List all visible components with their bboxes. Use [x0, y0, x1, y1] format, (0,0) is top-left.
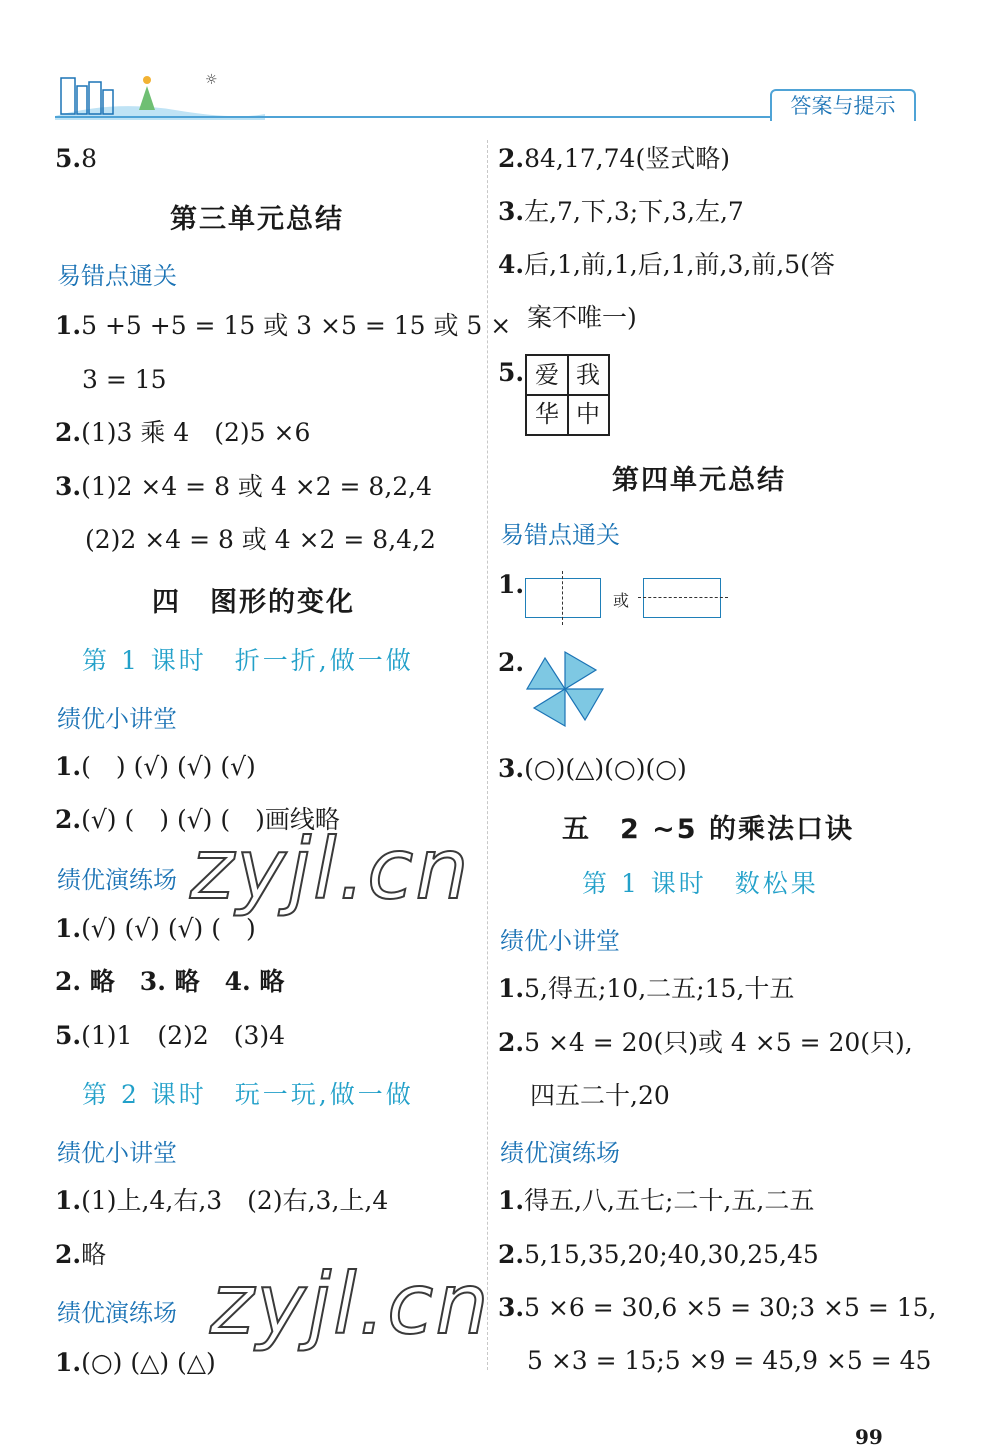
answer-text: 5,15,35,20;40,30,25,45 — [524, 1240, 819, 1269]
answer-text: ( ) (√) (√) (√) — [81, 752, 256, 781]
unit-summary-title: 第三单元总结 — [170, 204, 344, 235]
watermark: zyjl.cn — [190, 820, 471, 918]
item-number: 1. — [498, 570, 525, 599]
item-number: 2. — [55, 1240, 82, 1269]
answer-text: (1)上,4,右,3 (2)右,3,上,4 — [81, 1186, 389, 1215]
answer-text: 5,得五;10,二五;15,十五 — [524, 974, 795, 1003]
section-heading: 绩优小讲堂 — [57, 1139, 177, 1167]
pinwheel-figure — [524, 650, 606, 728]
answer-text: 5 ×4 = 20(只)或 4 ×5 = 20(只), — [524, 1028, 913, 1057]
item-number: 5. — [55, 144, 82, 173]
grid-cell: 我 — [576, 361, 600, 389]
item-number: 5. — [55, 1021, 82, 1050]
unit-summary-title: 第四单元总结 — [612, 465, 786, 496]
item-number: 2. — [498, 1240, 525, 1269]
grid-cell: 中 — [576, 400, 600, 428]
unit-title: 五 2 ~5 的乘法口诀 — [562, 814, 854, 845]
lesson-title: 第 2 课时 玩一玩,做一做 — [82, 1080, 414, 1109]
answer-line — [55, 418, 310, 448]
unit-title: 四 图形的变化 — [152, 587, 355, 618]
section-heading: 易错点通关 — [57, 262, 177, 290]
item-number: 1. — [55, 311, 82, 340]
header-tag: 答案与提示 — [770, 89, 916, 121]
section-heading: 绩优演练场 — [500, 1139, 620, 1167]
item-number: 2. — [55, 805, 82, 834]
item-number: 1. — [55, 752, 82, 781]
grid-cell: 爱 — [535, 361, 559, 389]
answer-line — [55, 1186, 388, 1216]
header-city-decoration — [55, 70, 265, 120]
answer-text: 8 — [81, 144, 98, 173]
answer-line — [498, 250, 835, 280]
svg-text:☼: ☼ — [205, 72, 218, 88]
watermark: zyjl.cn — [210, 1255, 491, 1353]
answer-line — [498, 1240, 819, 1270]
item-number: 4. — [498, 250, 525, 279]
answer-text: 84,17,74(竖式略) — [524, 144, 730, 173]
answer-line — [498, 1186, 814, 1216]
answer-text: (1)2 ×4 = 8 或 4 ×2 = 8,2,4 — [81, 472, 433, 501]
answer-line-continued: 四五二十,20 — [530, 1081, 670, 1110]
answer-text: (√) (√) (√) ( ) — [81, 914, 256, 943]
item-number: 3. — [498, 754, 525, 783]
answer-line — [498, 754, 687, 784]
section-heading: 绩优小讲堂 — [57, 705, 177, 733]
answer-line — [55, 1240, 106, 1270]
answer-text: (○)(△)(○)(○) — [524, 754, 687, 783]
grid-cell: 华 — [535, 400, 559, 428]
answer-line — [55, 311, 511, 341]
answer-text: (√) ( ) (√) ( )画线略 — [81, 805, 340, 834]
item-number: 1. — [55, 1348, 82, 1377]
section-heading: 绩优演练场 — [57, 866, 177, 894]
answer-text: 5 ×6 = 30,6 ×5 = 30;3 ×5 = 15, — [524, 1293, 937, 1322]
answer-text: 后,1,前,1,后,1,前,3,前,5(答 — [524, 250, 835, 279]
answer-line — [55, 1348, 216, 1378]
answer-text: (1)1 (2)2 (3)4 — [81, 1021, 286, 1050]
section-heading: 绩优小讲堂 — [500, 927, 620, 955]
lesson-title: 第 1 课时 折一折,做一做 — [82, 646, 414, 675]
item-number: 2. — [55, 418, 82, 447]
item-number: 2. — [498, 1028, 525, 1057]
answer-line: 2. 略 3. 略 4. 略 — [55, 967, 285, 996]
item-number: 5. — [498, 358, 525, 387]
answer-text: 得五,八,五七;二十,五,二五 — [524, 1186, 815, 1215]
item-number: 1. — [55, 914, 82, 943]
answer-line — [55, 144, 97, 174]
item-number: 2. — [498, 648, 525, 677]
answer-text: 左,7,下,3;下,3,左,7 — [524, 197, 744, 226]
answer-line — [55, 914, 256, 944]
item-number: 1. — [498, 1186, 525, 1215]
answer-line — [498, 974, 794, 1004]
answer-line — [55, 472, 432, 502]
fold-rectangle-horizontal — [643, 578, 721, 618]
answer-line-continued: (2)2 ×4 = 8 或 4 ×2 = 8,4,2 — [85, 525, 436, 554]
lesson-title: 第 1 课时 数松果 — [582, 869, 819, 898]
answer-line — [498, 144, 730, 174]
answer-text: (○) (△) (△) — [81, 1348, 216, 1377]
item-number: 3. — [55, 472, 82, 501]
answer-line — [55, 752, 256, 782]
item-number: 3. — [498, 1293, 525, 1322]
item-number: 1. — [498, 974, 525, 1003]
answer-text: 5 +5 +5 = 15 或 3 ×5 = 15 或 5 × — [81, 311, 512, 340]
answer-text: (1)3 乘 4 (2)5 ×6 — [81, 418, 311, 447]
answer-line-continued: 5 ×3 = 15;5 ×9 = 45,9 ×5 = 45 — [527, 1346, 932, 1375]
fold-rectangle-vertical — [525, 578, 601, 618]
answer-line — [498, 1028, 913, 1058]
item-number: 3. — [498, 197, 525, 226]
item-number: 2. — [498, 144, 525, 173]
page-number: 99 — [855, 1425, 883, 1449]
answer-line — [55, 1021, 285, 1051]
answer-line — [498, 197, 744, 227]
answer-line-continued: 案不唯一) — [527, 303, 637, 332]
or-label: 或 — [613, 591, 630, 610]
item-number: 1. — [55, 1186, 82, 1215]
answer-line-continued: 3 = 15 — [82, 365, 167, 394]
answer-line — [498, 1293, 937, 1323]
character-grid — [525, 354, 610, 436]
section-heading: 易错点通关 — [500, 521, 620, 549]
answer-text: 略 — [81, 1240, 107, 1269]
section-heading: 绩优演练场 — [57, 1299, 177, 1327]
